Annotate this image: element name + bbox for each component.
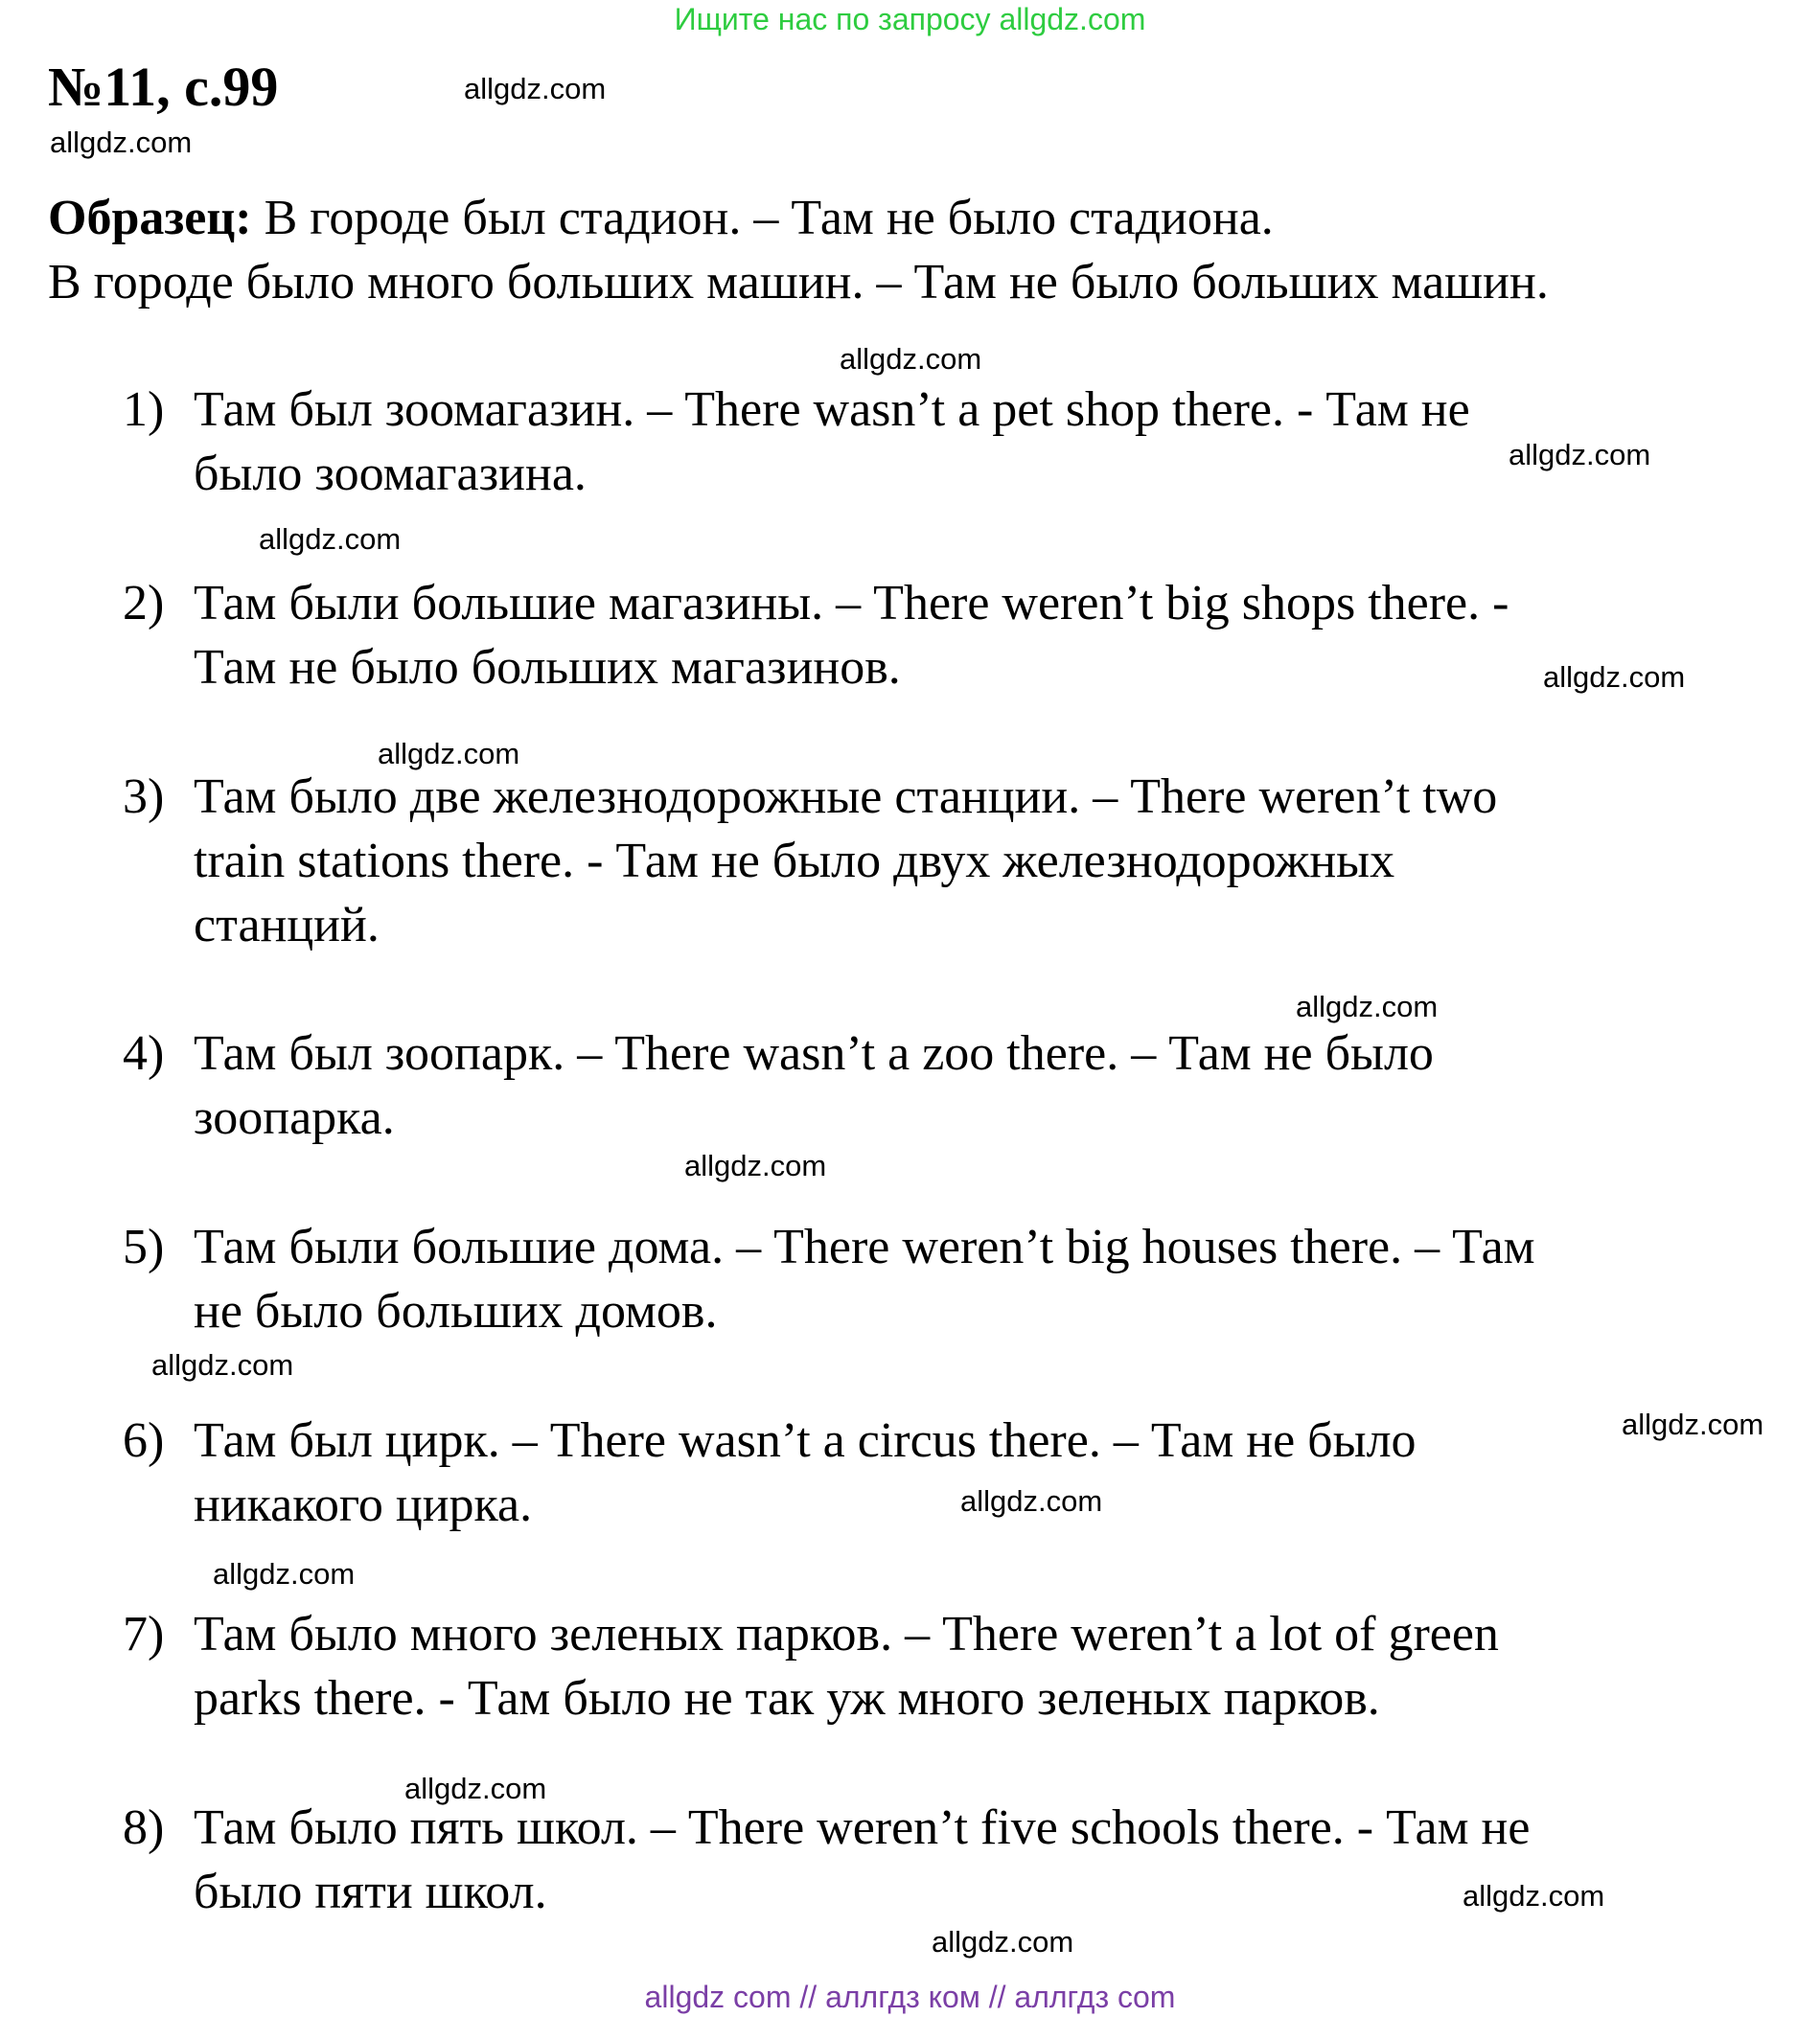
item-text [194,1602,1689,1730]
item-line: Там было пять школ. – There weren’t five schools there. - Там не [194,1800,1531,1855]
item-text [194,765,1689,957]
watermark: allgdz.com [404,1772,547,1805]
item-number: 8) [123,1800,165,1855]
sample-block [48,186,1792,314]
list-item [123,1602,1752,1730]
item-line: Там были большие дома. – There weren’t big houses there. – Там [194,1220,1535,1274]
item-line: train stations there. - Там не было двух железнодорожных [194,834,1395,888]
item-text [194,1021,1689,1150]
item-line: Там был зоомагазин. – There wasn’t a pet shop there. - Там не [194,382,1470,437]
item-line: было пяти школ. [194,1865,547,1919]
watermark: allgdz.com [50,126,193,159]
item-number: 2) [123,576,165,630]
item-line: не было больших домов. [194,1284,718,1339]
item-text [194,378,1689,506]
search-banner: Ищите нас по запросу allgdz.com [674,2,1146,36]
watermark: allgdz.com [259,522,402,556]
watermark: allgdz.com [378,737,520,770]
footer-watermark: allgdz com // аллгдз ком // аллгдз com [644,1980,1176,2014]
sample-line-2: В городе было много больших машин. – Там не было больших машин. [48,255,1549,309]
watermark: allgdz.com [1622,1408,1764,1441]
sample-label: Образец: [48,191,252,245]
item-line: Там не было больших магазинов. [194,640,901,695]
list-item [123,1215,1752,1343]
sample-line-1 [48,186,1792,250]
item-text [194,1409,1689,1537]
watermark: allgdz.com [1509,438,1651,471]
watermark: allgdz.com [840,342,982,376]
exercise-title: №11, с.99 [48,56,279,118]
item-line: никакого цирка. [194,1478,533,1532]
list-item [123,1409,1752,1537]
list-item [123,1021,1752,1150]
item-number: 1) [123,382,165,437]
item-number: 6) [123,1413,165,1468]
item-text [194,1215,1689,1343]
item-text [194,571,1689,699]
list-item [123,765,1752,957]
watermark: allgdz.com [1463,1879,1605,1913]
item-line: Там был цирк. – There wasn’t a circus there. – Там не было [194,1413,1417,1468]
item-line: parks there. - Там было не так уж много зеленых парков. [194,1671,1380,1726]
item-line: Там было много зеленых парков. – There weren’t a lot of green [194,1607,1499,1662]
item-line: Там было две железнодорожные станции. – There weren’t two [194,769,1498,824]
item-number: 5) [123,1220,165,1274]
watermark: allgdz.com [684,1149,827,1182]
sample-text-1: В городе был стадион. – Там не было стадиона. [264,191,1274,245]
list-item [123,378,1752,506]
item-number: 4) [123,1026,165,1081]
item-line: было зоомагазина. [194,447,587,501]
list-item [123,571,1752,699]
watermark: allgdz.com [464,72,607,105]
item-number: 7) [123,1607,165,1662]
item-line: Там были большие магазины. – There weren’t big shops there. - [194,576,1509,630]
watermark: allgdz.com [932,1925,1074,1959]
item-line: Там был зоопарк. – There wasn’t a zoo there. – Там не было [194,1026,1434,1081]
item-number: 3) [123,769,165,824]
watermark: allgdz.com [213,1557,356,1591]
item-line: зоопарка. [194,1090,395,1145]
watermark: allgdz.com [1296,990,1439,1023]
watermark: allgdz.com [960,1484,1103,1518]
item-line: станций. [194,898,380,952]
watermark: allgdz.com [151,1348,294,1382]
watermark: allgdz.com [1543,660,1686,694]
